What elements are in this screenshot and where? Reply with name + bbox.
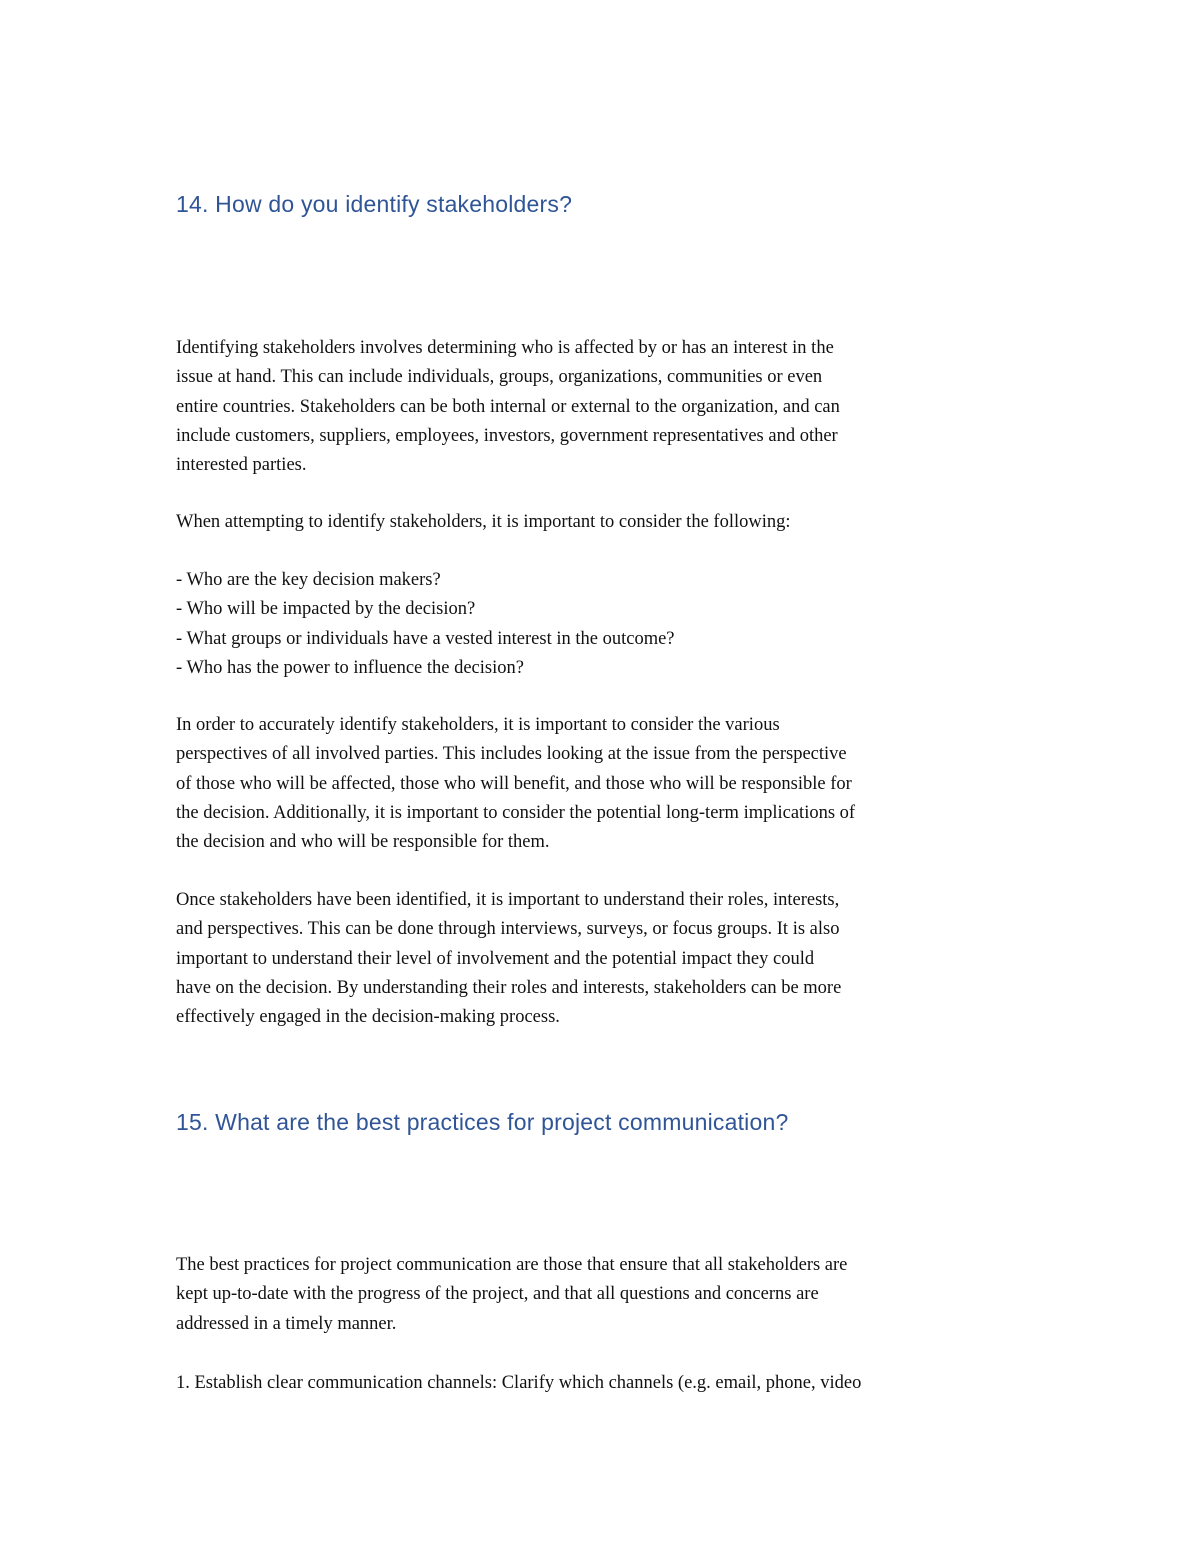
text-line: effectively engaged in the decision-making process. <box>176 1007 560 1028</box>
list-item: - What groups or individuals have a vested interest in the outcome? <box>176 628 675 649</box>
section-15-heading: 15. What are the best practices for project communication? <box>176 1109 789 1135</box>
text-line: include customers, suppliers, employees, investors, government representatives and other <box>176 425 838 446</box>
text-line: have on the decision. By understanding their roles and interests, stakeholders can be more <box>176 977 842 998</box>
section-14-paragraph-4 <box>176 886 1036 1032</box>
text-line: the decision and who will be responsible for them. <box>176 832 550 853</box>
text-line: issue at hand. This can include individuals, groups, organizations, communities or even <box>176 367 823 388</box>
text-line: important to understand their level of involvement and the potential impact they could <box>176 948 815 969</box>
list-item: - Who are the key decision makers? <box>176 570 441 590</box>
text-line: kept up-to-date with the progress of the project, and that all questions and concerns are <box>176 1284 819 1305</box>
section-15-paragraph-1 <box>176 1251 1036 1339</box>
section-15-item-1 <box>176 1369 1036 1398</box>
text-line: Identifying stakeholders involves determining who is affected by or has an interest in the <box>176 338 834 358</box>
text-line: perspectives of all involved parties. This includes looking at the issue from the perspective <box>176 744 847 765</box>
section-14-heading: 14. How do you identify stakeholders? <box>176 191 573 217</box>
text-line: entire countries. Stakeholders can be both internal or external to the organization, and can <box>176 396 840 417</box>
text-line: interested parties. <box>176 455 307 476</box>
section-14-paragraph-3 <box>176 711 1036 857</box>
section-14-paragraph-2 <box>176 508 1036 537</box>
text-line: The best practices for project communication are those that ensure that all stakeholders are <box>176 1255 848 1275</box>
list-item: - Who has the power to influence the decision? <box>176 657 524 678</box>
text-line: addressed in a timely manner. <box>176 1313 397 1334</box>
list-item: 1. Establish clear communication channels: Clarify which channels (e.g. email, phone, video <box>176 1373 862 1393</box>
list-item: - Who will be impacted by the decision? <box>176 599 476 620</box>
text-line: When attempting to identify stakeholders, it is important to consider the following: <box>176 512 791 532</box>
text-line: of those who will be affected, those who will benefit, and those who will be responsible for <box>176 773 852 794</box>
text-line: In order to accurately identify stakeholders, it is important to consider the various <box>176 715 780 735</box>
text-line: the decision. Additionally, it is important to consider the potential long-term implications of <box>176 802 856 823</box>
text-line: and perspectives. This can be done through interviews, surveys, or focus groups. It is also <box>176 919 840 940</box>
section-14-paragraph-1 <box>176 334 1036 480</box>
section-14-bullet-list <box>176 566 1036 683</box>
text-line: Once stakeholders have been identified, it is important to understand their roles, interests, <box>176 890 840 910</box>
